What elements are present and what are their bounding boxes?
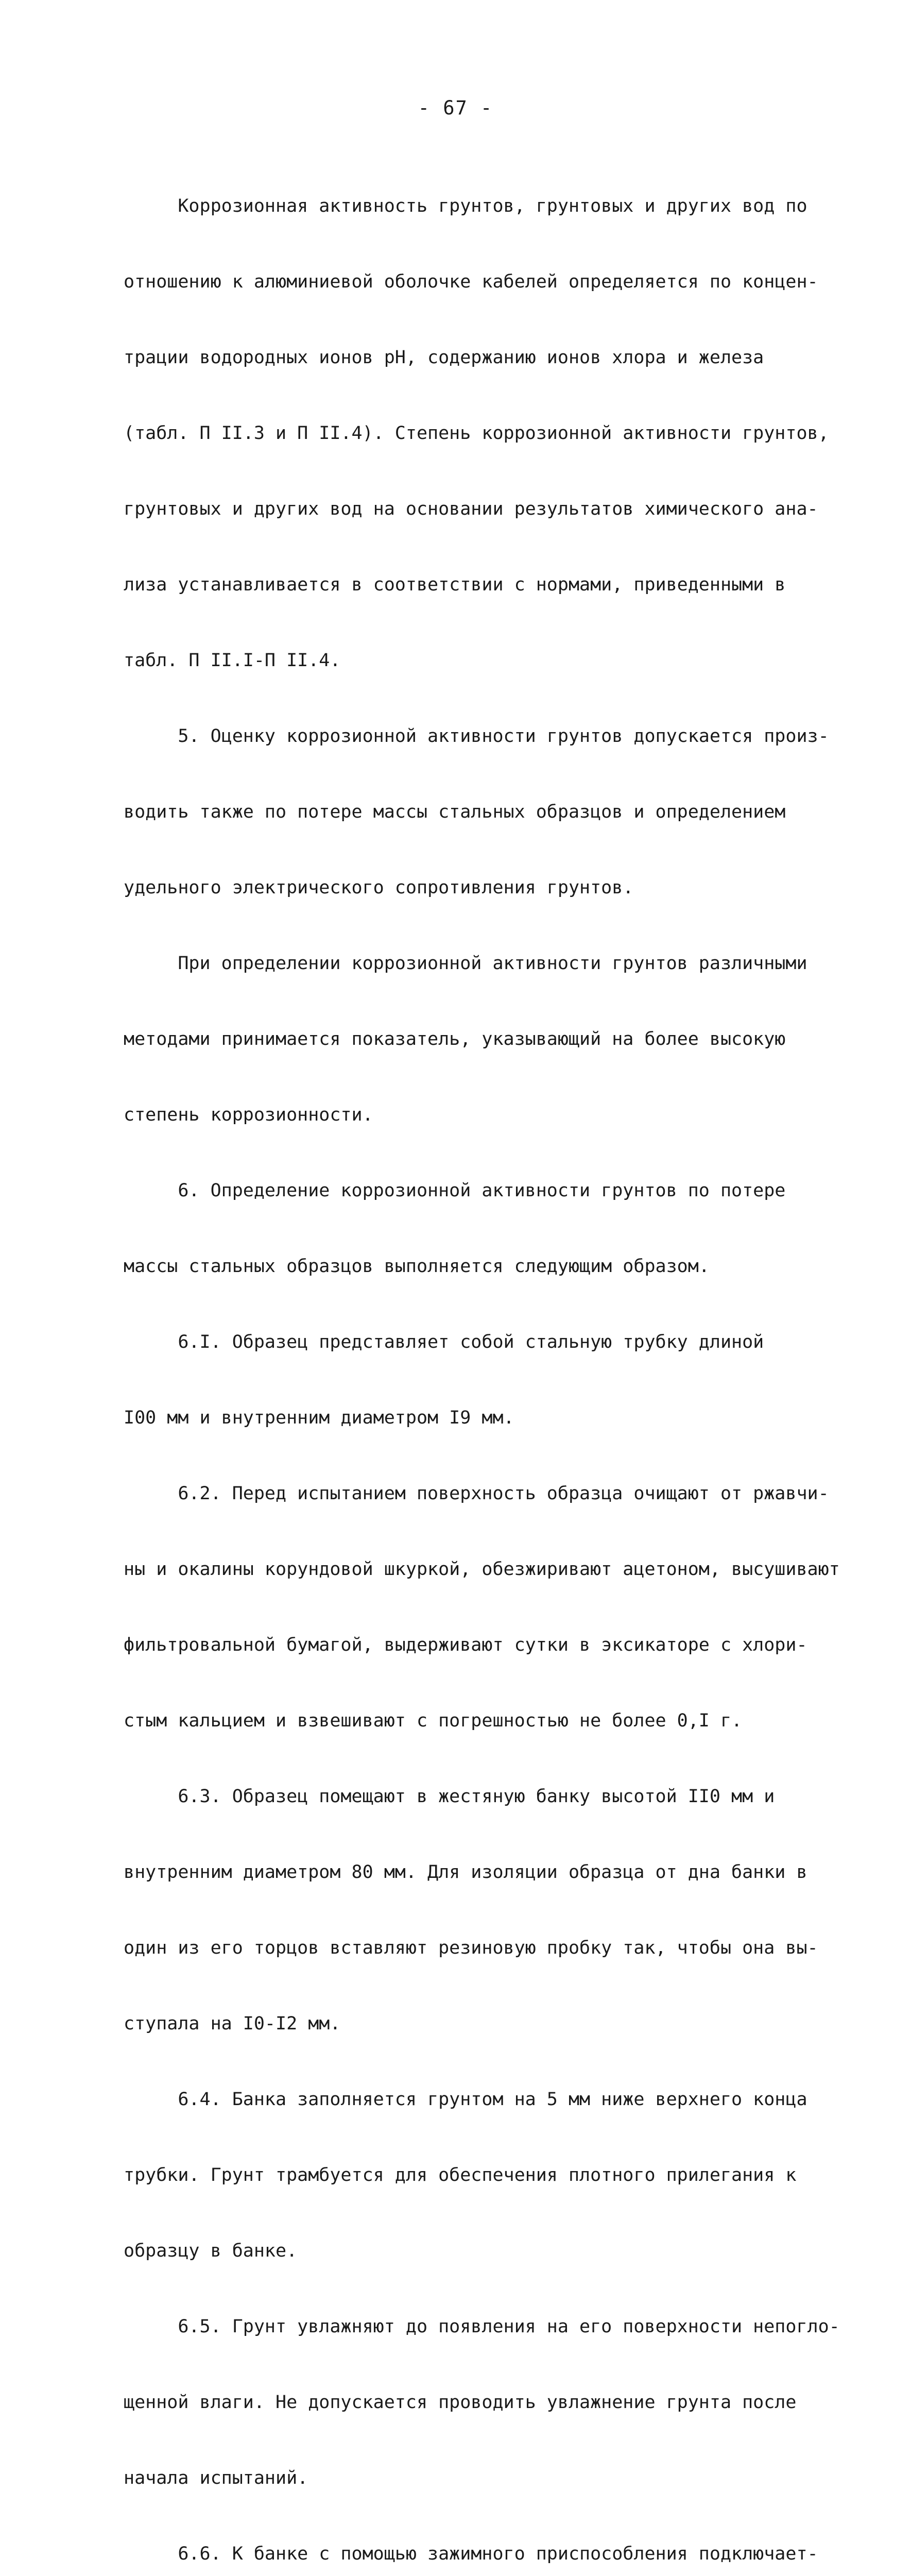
text-line: трубки. Грунт трамбуется для обеспечения плотного прилегания к xyxy=(124,2165,797,2185)
text-line: При определении коррозионной активности грунтов различными xyxy=(124,953,807,974)
text-line: 6.6. К банке с помощью зажимного приспособления подключает- xyxy=(124,2544,818,2564)
text-line: начала испытаний. xyxy=(124,2468,308,2488)
body-text xyxy=(124,143,840,2576)
text-line: щенной влаги. Не допускается проводить увлажнение грунта после xyxy=(124,2392,797,2413)
text-line: 6.3. Образец помещают в жестяную банку высотой II0 мм и xyxy=(124,1786,775,1807)
text-line: 6.5. Грунт увлажняют до появления на его поверхности непогло- xyxy=(124,2316,840,2337)
page-number: - 67 - xyxy=(418,97,493,119)
text-line: внутренним диаметром 80 мм. Для изоляции образца от дна банки в xyxy=(124,1862,807,1883)
text-line: табл. П II.I-П II.4. xyxy=(124,650,341,671)
text-line: водить также по потере массы стальных образцов и определением xyxy=(124,802,786,822)
text-line: (табл. П II.3 и П II.4). Степень коррозионной активности грунтов, xyxy=(124,423,829,444)
text-line: фильтровальной бумагой, выдерживают сутки в эксикаторе с хлори- xyxy=(124,1635,807,1655)
text-line: 6. Определение коррозионной активности грунтов по потере xyxy=(124,1180,786,1201)
text-line: грунтовых и других вод на основании результатов химического ана- xyxy=(124,499,818,519)
text-line: удельного электрического сопротивления грунтов. xyxy=(124,877,634,898)
text-line: ступала на I0-I2 мм. xyxy=(124,2013,341,2034)
text-line: Коррозионная активность грунтов, грунтовых и других вод по xyxy=(124,196,807,216)
text-line: методами принимается показатель, указывающий на более высокую xyxy=(124,1029,786,1049)
text-line: 6.I. Образец представляет собой стальную трубку длиной xyxy=(124,1332,764,1352)
text-line: 6.2. Перед испытанием поверхность образца очищают от ржавчи- xyxy=(124,1483,829,1504)
text-line: отношению к алюминиевой оболочке кабелей определяется по концен- xyxy=(124,272,818,292)
text-line: лиза устанавливается в соответствии с нормами, приведенными в xyxy=(124,574,786,595)
text-line: стым кальцием и взвешивают с погрешностью не более 0,I г. xyxy=(124,1710,743,1731)
text-line: степень коррозионности. xyxy=(124,1105,373,1125)
text-line: один из его торцов вставляют резиновую пробку так, чтобы она вы- xyxy=(124,1938,818,1958)
text-line: I00 мм и внутренним диаметром I9 мм. xyxy=(124,1408,514,1428)
text-line: образцу в банке. xyxy=(124,2241,298,2261)
text-line: массы стальных образцов выполняется следующим образом. xyxy=(124,1256,710,1277)
text-line: 6.4. Банка заполняется грунтом на 5 мм ниже верхнего конца xyxy=(124,2089,807,2110)
text-line: ны и окалины корундовой шкуркой, обезжиривают ацетоном, высушивают xyxy=(124,1559,840,1580)
text-line: 5. Оценку коррозионной активности грунтов допускается произ- xyxy=(124,726,829,747)
text-line: трации водородных ионов pH, содержанию ионов хлора и железа xyxy=(124,347,764,368)
